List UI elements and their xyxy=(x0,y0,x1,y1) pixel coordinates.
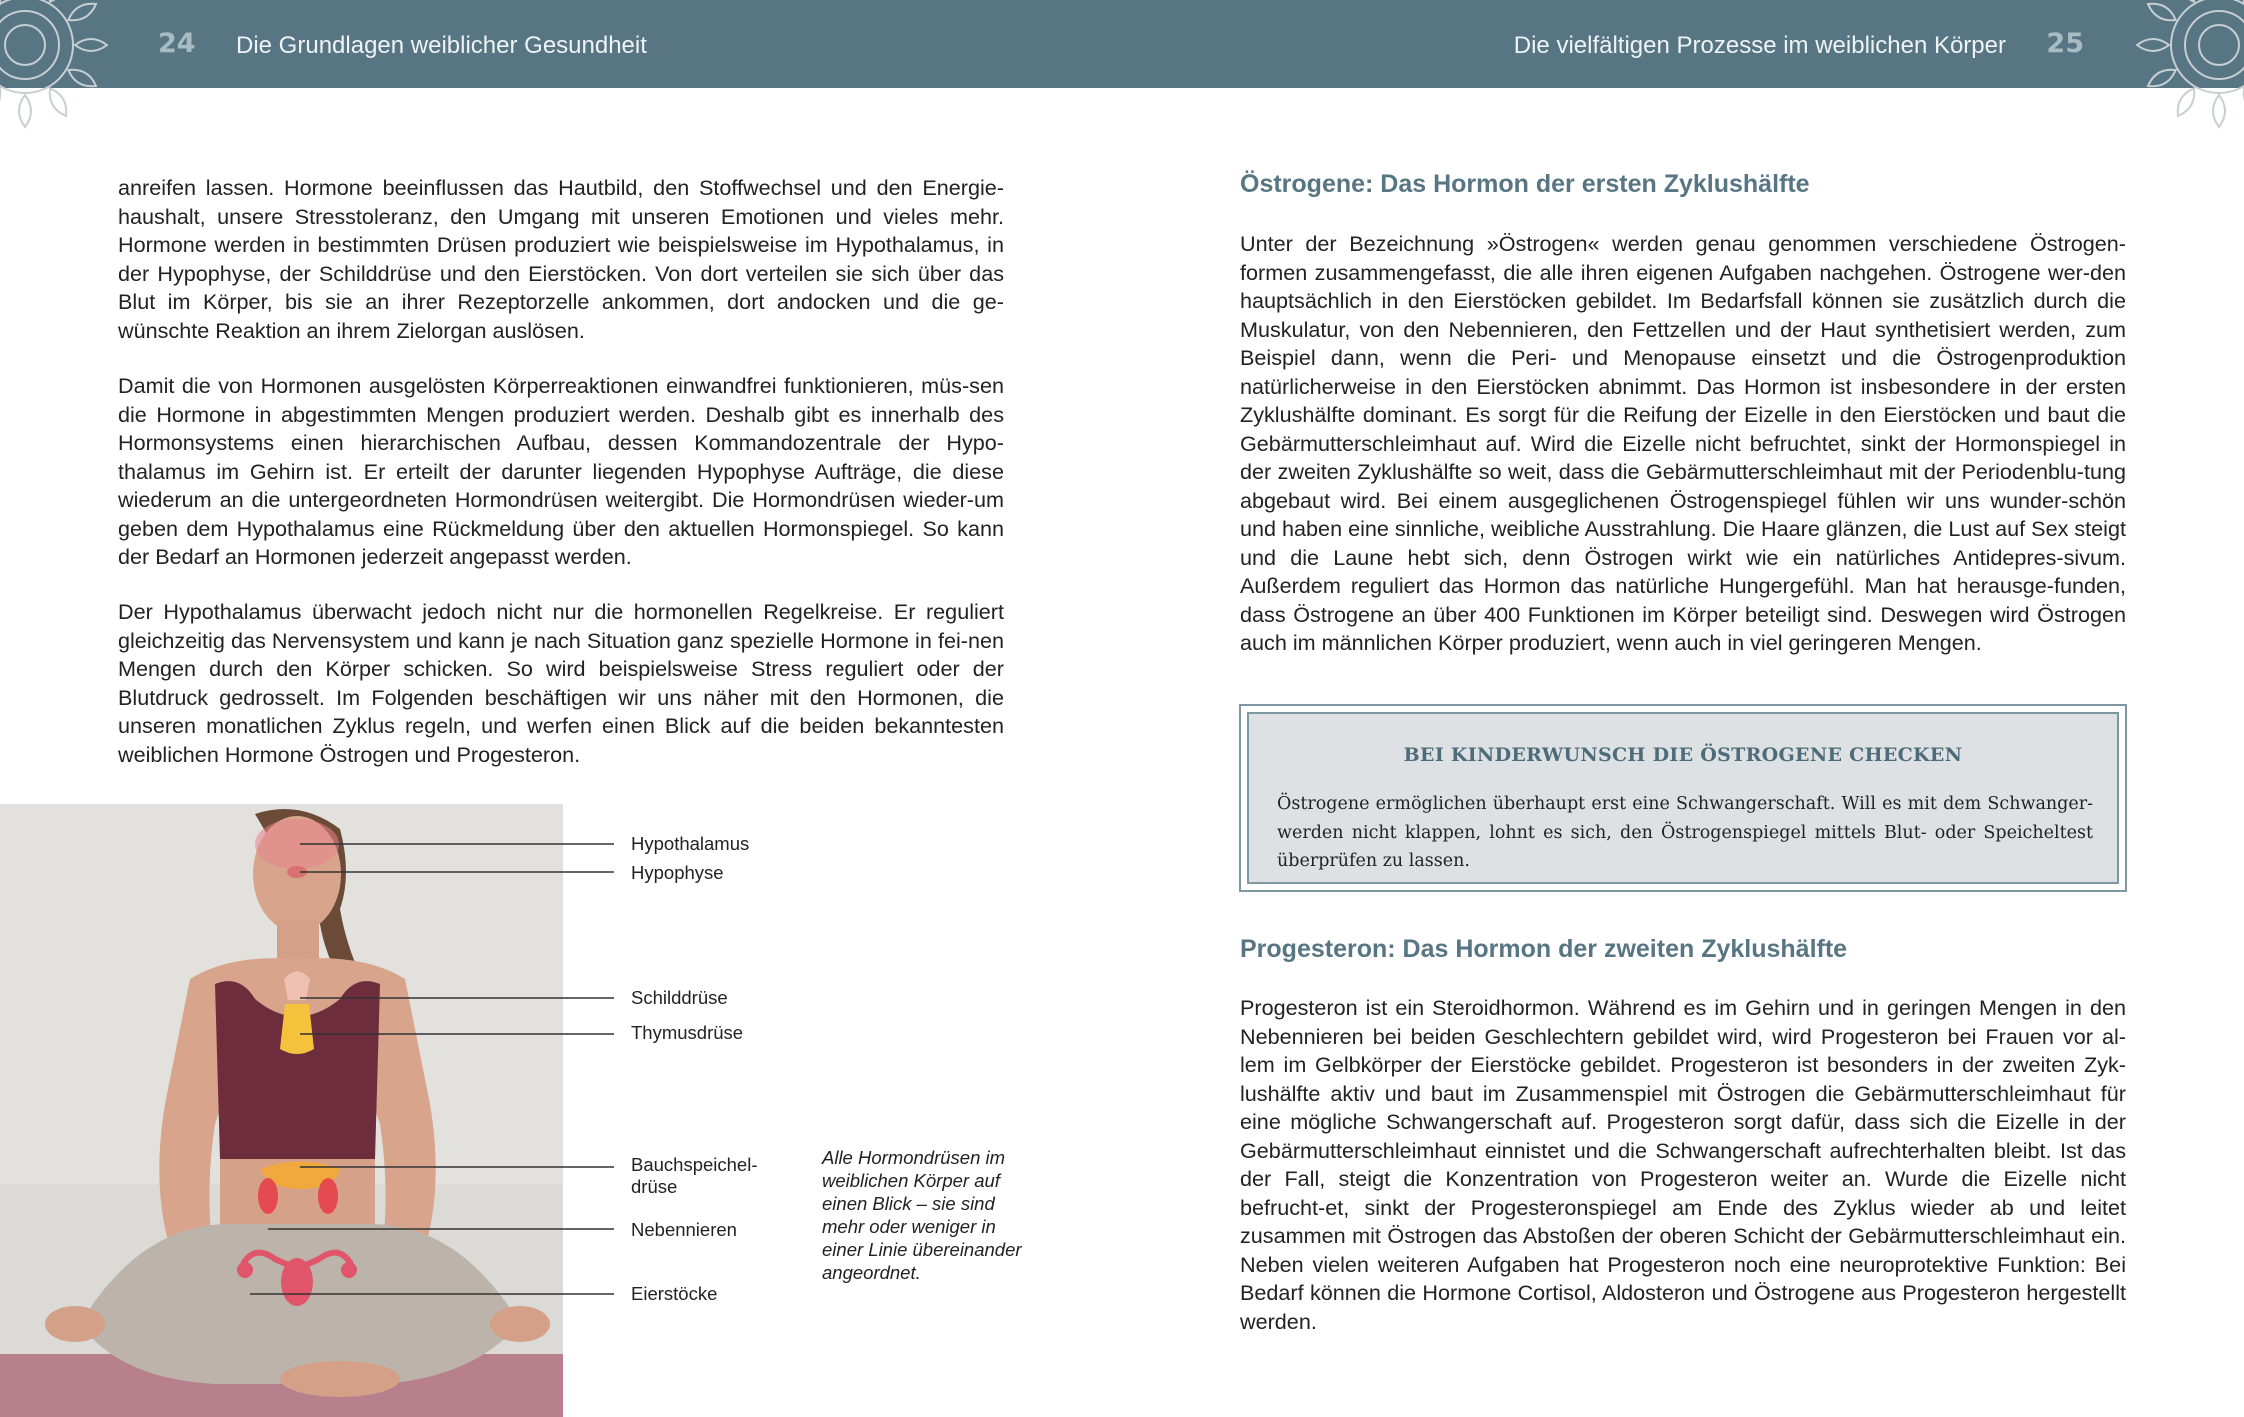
figure-caption: Alle Hormondrüsen im weiblichen Körper auf einen Blick – sie sind mehr oder weniger in einer Linie übereinander angeordnet. xyxy=(822,1147,1022,1283)
label-hypophyse: Hypophyse xyxy=(631,862,724,883)
hormone-glands-photo xyxy=(0,804,563,1417)
label-bauchspeicheldruese: Bauchspeichel- drüse xyxy=(631,1154,758,1197)
header-bar xyxy=(0,0,2244,88)
label-eierstoecke: Eierstöcke xyxy=(631,1283,718,1304)
mandala-ornament-right-icon xyxy=(2134,0,2244,130)
tip-box-text: Östrogene ermöglichen überhaupt erst eine Schwangerschaft. Will es mit dem Schwanger-werden nicht klappen, lohnt es sich, den Östrogenspiegel mittels Blut- oder Speicheltest überprüfen zu lassen. xyxy=(1277,794,2093,871)
right-page-number: 25 xyxy=(2046,28,2084,59)
estrogen-paragraph: Unter der Bezeichnung »Östrogen« werden genau genommen verschiedene Östrogen-formen zusammengefasst, die alle ihren eigenen Aufgaben nachgehen. Östrogene wer-den hauptsächlich in den Eierstöcken gebildet. Im Bedarfsfall können sie zusätzlich durch die Muskulatur, von den Nebennieren, den Fettzellen und der Haut synthetisiert werden, zum Beispiel dann, wenn die Peri- und Menopause einsetzt und die Östrogenproduktion natürlicherweise in den Eierstöcken abnimmt. Das Hormon ist insbesondere in der ersten Zyklushälfte dominant. Es sorgt für die Reifung der Eizelle in den Eierstöcken und baut die Gebärmutterschleimhaut auf. Wird die Eizelle nicht befruchtet, sinkt der Hormonspiegel in der zweiten Zyklushälfte so weit, dass die Gebärmutterschleimhaut mit der Periodenblu-tung abgebaut wird. Bei einem ausgeglichenen Östrogenspiegel fühlen wir uns wunder-schön und haben eine sinnliche, weibliche Ausstrahlung. Die Haare glänzen, die Lust auf Sex steigt und die Laune hebt sich, denn Östrogen wirkt wie ein natürliches Antidepres-sivum. Außerdem reguliert das Hormon das natürliche Hungergefühl. Man hat herausge-funden, dass Östrogene an über 400 Funktionen im Körper beteiligt sind. Deswegen wird Östrogen auch im männlichen Körper produziert, wenn auch in viel geringeren Mengen. xyxy=(1240,231,2126,655)
left-paragraph-3: Der Hypothalamus überwacht jedoch nicht nur die hormonellen Regelkreise. Er reguliert gleichzeitig das Nervensystem und kann je nach Situation ganz spezielle Hormone in fei-nen Mengen durch den Körper schicken. So wird beispielsweise Stress reguliert oder der Blutdruck gedrosselt. Im Folgenden beschäftigen wir uns näher mit den Hormonen, die unseren monatlichen Zyklus regeln, und werfen einen Blick auf die beiden bekanntesten weiblichen Hormone Östrogen und Progesteron. xyxy=(118,599,1004,767)
label-nebennieren: Nebennieren xyxy=(631,1219,737,1240)
left-paragraph-1: anreifen lassen. Hormone beeinflussen das Hautbild, den Stoffwechsel und den Energie-haushalt, unsere Stresstoleranz, den Umgang mit unseren Emotionen und vieles mehr. Hormone werden in bestimmten Drüsen produziert wie beispielsweise im Hypothalamus, in der Hypophyse, der Schilddrüse und den Eierstöcken. Von dort verteilen sie sich über das Blut im Körper, bis sie an ihrer Rezeptorzelle ankommen, dort andocken und die ge-wünschte Reaktion an ihrem Zielorgan auslösen. xyxy=(118,175,1004,343)
progesterone-heading: Progesteron: Das Hormon der zweiten Zyklushälfte xyxy=(1240,935,1848,963)
estrogen-heading: Östrogene: Das Hormon der ersten Zyklushälfte xyxy=(1240,170,1810,198)
label-schilddruese: Schilddrüse xyxy=(631,987,728,1008)
label-thymusdruese: Thymusdrüse xyxy=(631,1022,744,1043)
tip-box-title: BEI KINDERWUNSCH DIE ÖSTROGENE CHECKEN xyxy=(1403,744,1963,766)
left-paragraph-2: Damit die von Hormonen ausgelösten Körperreaktionen einwandfrei funktionieren, müs-sen die Hormone in abgestimmten Mengen produziert werden. Deshalb gibt es innerhalb des Hormonsystems einen hierarchischen Aufbau, dessen Kommandozentrale der Hypo-thalamus im Gehirn ist. Er erteilt der darunter liegenden Hypophyse Aufträge, die diese wiederum an die untergeordneten Hormondrüsen weitergibt. Die Hormondrüsen wieder-um geben dem Hypothalamus eine Rückmeldung über den aktuellen Hormonspiegel. So kann der Bedarf an Hormonen jederzeit angepasst werden. xyxy=(118,373,1004,569)
progesterone-paragraph: Progesteron ist ein Steroidhormon. Während es im Gehirn und in geringen Mengen in den Nebennieren bei beiden Geschlechtern gebildet wird, wird Progesteron bei Frauen vor al-lem im Gelbkörper der Eierstöcke gebildet. Progesteron ist besonders in der zweiten Zyk-lushälfte aktiv und baut im Zusammenspiel mit Östrogen die Gebärmutterschleimhaut für eine mögliche Schwangerschaft auf. Progesteron sorgt dafür, dass sich die Eizelle in der Gebärmutterschleimhaut einnistet und die Schwangerschaft aufrechterhalten bleibt. Ist das der Fall, steigt die Konzentration von Progesteron weiter an. Wurde die Eizelle nicht befrucht-et, sinkt der Progesteronspiegel am Ende des Zyklus wieder ab und leitet zusammen mit Östrogen das Abstoßen der oberen Schicht der Gebärmutterschleimhaut ein. Neben vielen weiteren Aufgaben hat Progesteron noch eine neuroprotektive Funktion: Bei Bedarf können die Hormone Cortisol, Aldosteron und Östrogene aus Progesteron hergestellt werden. xyxy=(1240,995,2126,1334)
right-running-title: Die vielfältigen Prozesse im weiblichen Körper xyxy=(1513,32,2006,59)
left-page-number: 24 xyxy=(158,28,196,59)
label-hypothalamus: Hypothalamus xyxy=(631,833,750,854)
mandala-ornament-left-icon xyxy=(0,0,110,130)
left-running-title: Die Grundlagen weiblicher Gesundheit xyxy=(236,32,647,59)
tip-box xyxy=(1239,704,2127,892)
